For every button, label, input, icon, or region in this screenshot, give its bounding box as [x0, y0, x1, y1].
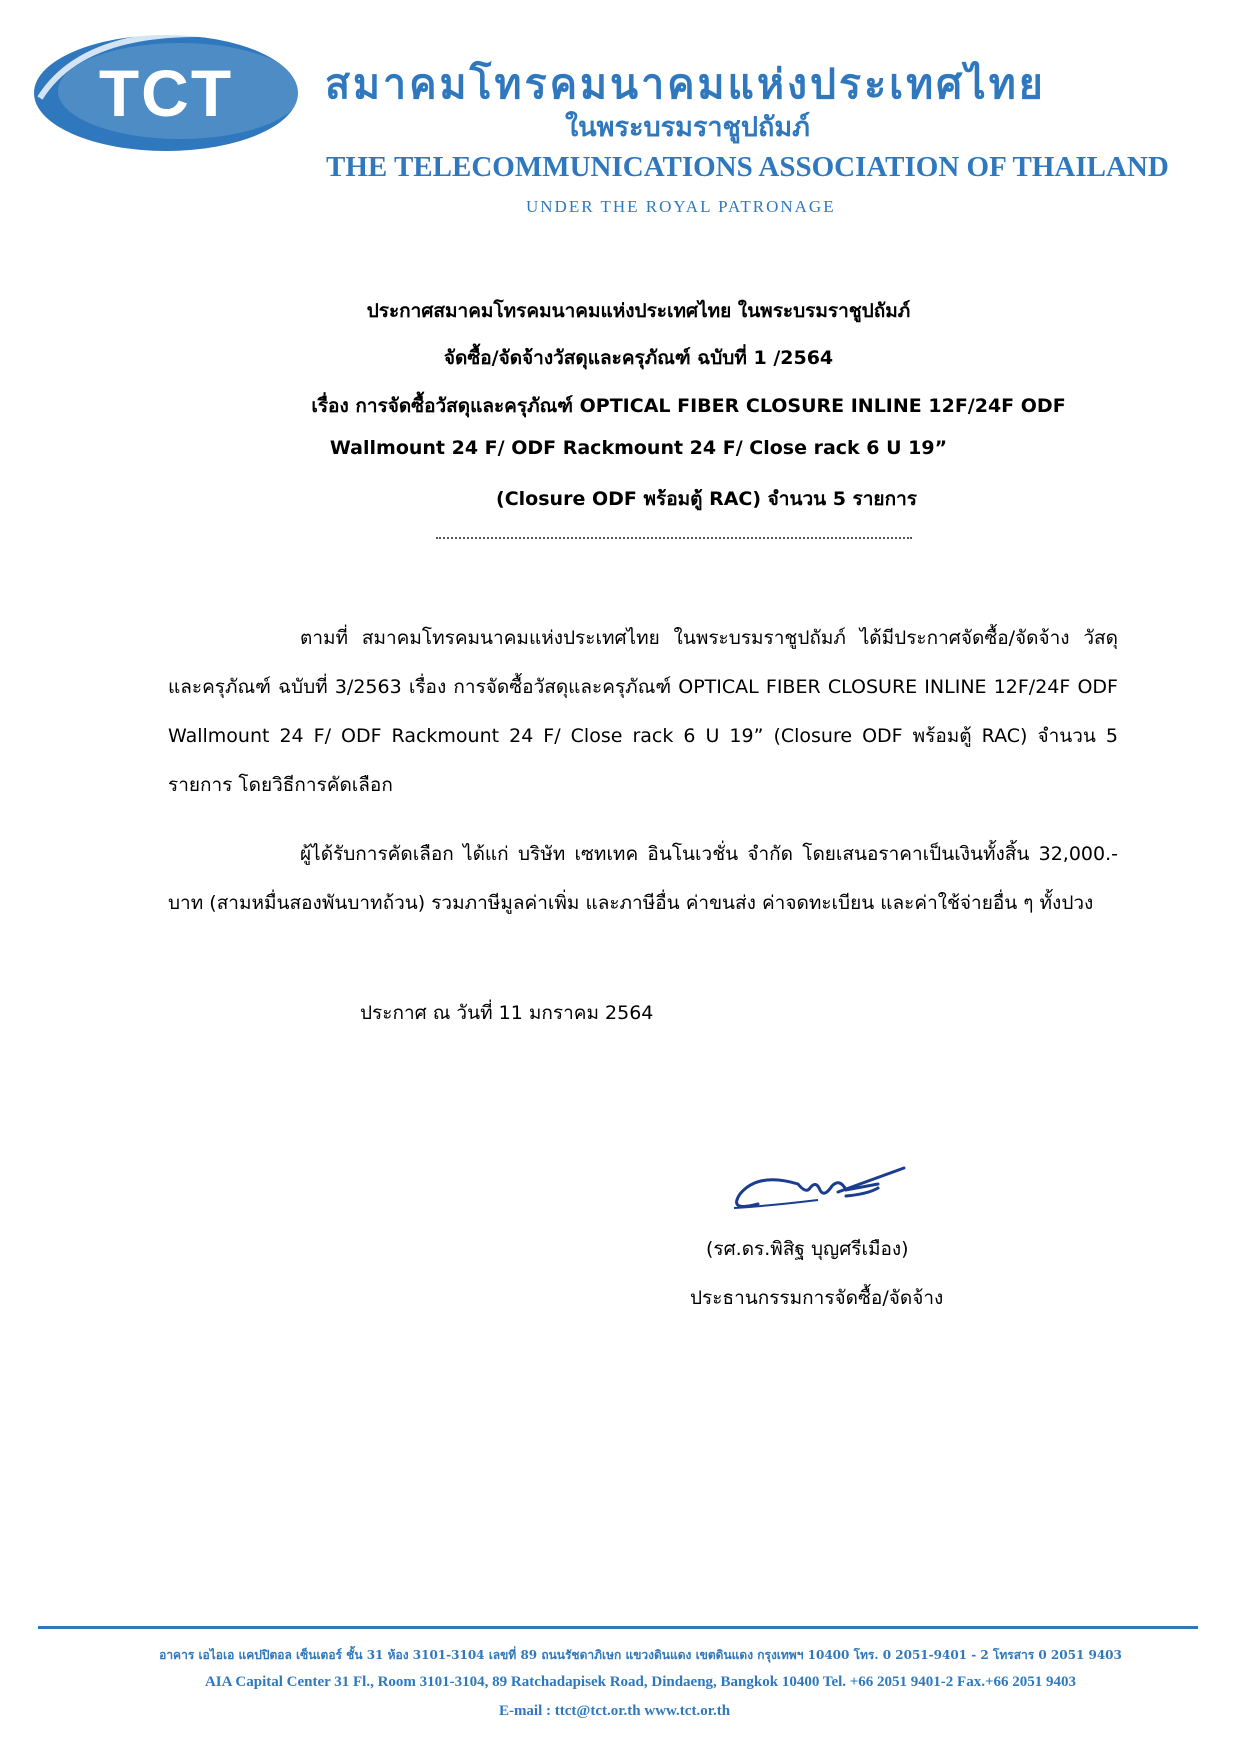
org-name-th: สมาคมโทรคมนาคมแห่งประเทศไทย — [325, 60, 1046, 108]
org-name-en: THE TELECOMMUNICATIONS ASSOCIATION OF THAILAND — [326, 151, 1169, 183]
subject-line-3: (Closure ODF พร้อมตู้ RAC) จำนวน 5 รายการ — [496, 488, 917, 510]
announcement-number: จัดซื้อ/จัดจ้างวัสดุและครุภัณฑ์ ฉบับที่ 1 /2564 — [443, 347, 834, 369]
signer-name: (รศ.ดร.พิสิฐ บุญศรีเมือง) — [706, 1238, 909, 1260]
body-paragraph-2: ผู้ได้รับการคัดเลือก ได้แก่ บริษัท เซทเทค อินโนเวชั่น จำกัด โดยเสนอราคาเป็นเงินทั้งสิ้น 32,000.- บาท (สามหมื่นสองพันบาทถ้วน) รวมภาษีมูลค่าเพิ่ม และภาษีอื่น ค่าขนส่ง ค่าจดทะเบียน และค่าใช้จ่ายอื่น ๆ ทั้งปวง — [168, 843, 1118, 914]
subject-line-1: เรื่อง การจัดซื้อวัสดุและครุภัณฑ์ OPTICAL FIBER CLOSURE INLINE 12F/24F ODF — [311, 395, 1066, 417]
footer-address-th: อาคาร เอไอเอ แคปปิตอล เซ็นเตอร์ ชั้น 31 ห้อง 3101-3104 เลขที่ 89 ถนนรัชดาภิเษก แขวงดินแดง เขตดินแดง กรุงเทพฯ 10400 โทร. 0 2051-9401 - 2 โทรสาร 0 2051 9403 — [159, 1648, 1122, 1662]
logo-text: TCT — [98, 56, 234, 130]
announcement-heading: ประกาศสมาคมโทรคมนาคมแห่งประเทศไทย ในพระบรมราชูปถัมภ์ — [366, 300, 911, 322]
footer-address-en: AIA Capital Center 31 Fl., Room 3101-3104, 89 Ratchadapisek Road, Dindaeng, Bangkok 10400 Tel. +66 2051 9401-2 Fax.+66 2051 9403 — [204, 1674, 1077, 1690]
signer-position: ประธานกรรมการจัดซื้อ/จัดจ้าง — [690, 1287, 944, 1309]
tct-logo — [30, 28, 302, 158]
signature-mark — [728, 1164, 912, 1216]
patronage-en: UNDER THE ROYAL PATRONAGE — [526, 197, 836, 216]
dotted-divider — [436, 535, 912, 539]
footer-email: E-mail : ttct@tct.or.th www.tct.or.th — [498, 1703, 731, 1719]
announce-date: ประกาศ ณ วันที่ 11 มกราคม 2564 — [360, 1002, 654, 1024]
body-paragraph-1: ตามที่ สมาคมโทรคมนาคมแห่งประเทศไทย ในพระบรมราชูปถัมภ์ ได้มีประกาศจัดซื้อ/จัดจ้าง วัสดุและครุภัณฑ์ ฉบับที่ 3/2563 เรื่อง การจัดซื้อวัสดุและครุภัณฑ์ OPTICAL FIBER CLOSURE INLINE 12F/24F ODF Wallmount 24 F/ ODF Rackmount 24 F/ Close rack 6 U 19” (Closure ODF พร้อมตู้ RAC) จำนวน 5 รายการ โดยวิธีการคัดเลือก — [168, 627, 1118, 796]
patronage-th: ในพระบรมราชูปถัมภ์ — [565, 112, 810, 143]
footer-divider — [38, 1626, 1198, 1629]
subject-line-2: Wallmount 24 F/ ODF Rackmount 24 F/ Close rack 6 U 19” — [329, 437, 948, 459]
